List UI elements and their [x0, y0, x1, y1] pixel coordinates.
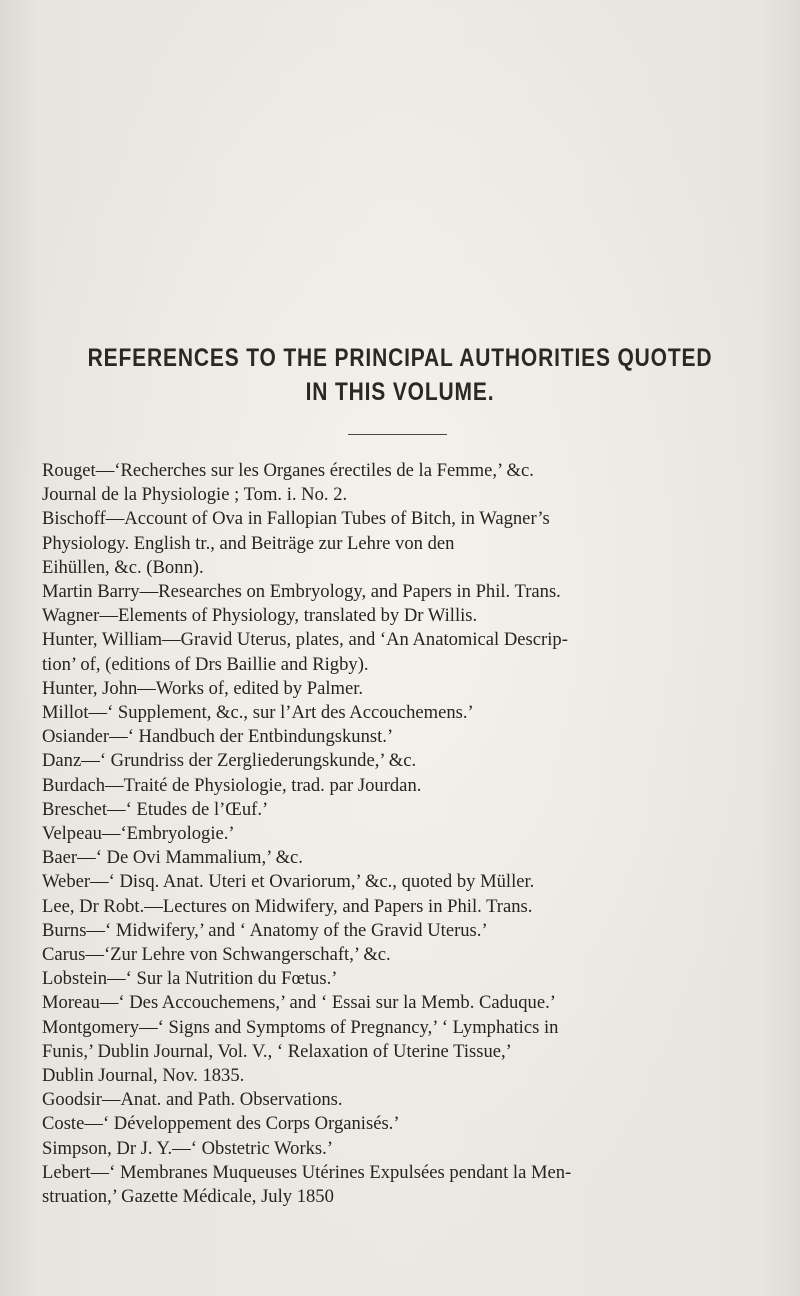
- page-heading-line-1: REFERENCES TO THE PRINCIPAL AUTHORITIES QUOTED: [87, 344, 713, 372]
- reference-line: Martin Barry—Researches on Embryology, and Papers in Phil. Trans.: [42, 581, 561, 603]
- reference-line: Journal de la Physiologie ; Tom. i. No. 2.: [42, 484, 348, 506]
- reference-line: Osiander—‘ Handbuch der Entbindungskunst.’: [42, 726, 394, 748]
- reference-entry: [42, 604, 770, 628]
- reference-line: Rouget—‘Recherches sur les Organes érectiles de la Femme,’ &c.: [42, 460, 534, 481]
- reference-line: Carus—‘Zur Lehre von Schwangerschaft,’ &c.: [42, 944, 391, 966]
- reference-line: Wagner—Elements of Physiology, translated by Dr Willis.: [42, 605, 478, 627]
- reference-entry: [42, 725, 770, 749]
- reference-line: Eihüllen, &c. (Bonn).: [42, 556, 204, 578]
- reference-line: Hunter, William—Gravid Uterus, plates, and ‘An Anatomical Descrip-: [42, 629, 568, 651]
- reference-line: Montgomery—‘ Signs and Symptoms of Pregnancy,’ ‘ Lymphatics in: [42, 1016, 559, 1038]
- reference-line: Lebert—‘ Membranes Muqueuses Utérines Expulsées pendant la Men-: [42, 1161, 572, 1183]
- reference-line: Weber—‘ Disq. Anat. Uteri et Ovariorum,’ &c., quoted by Müller.: [42, 871, 535, 893]
- page-heading-line-2: IN THIS VOLUME.: [305, 378, 495, 406]
- reference-line: Coste—‘ Développement des Corps Organisés.’: [42, 1113, 400, 1135]
- reference-line: Dublin Journal, Nov. 1835.: [42, 1065, 245, 1087]
- reference-line: Physiology. English tr., and Beiträge zur Lehre von den: [42, 532, 455, 554]
- reference-line: Hunter, John—Works of, edited by Palmer.: [42, 677, 364, 699]
- reference-entry: [42, 822, 770, 846]
- reference-entry: [42, 991, 770, 1015]
- reference-line: Moreau—‘ Des Accouchemens,’ and ‘ Essai sur la Memb. Caduque.’: [42, 992, 556, 1014]
- reference-line: Simpson, Dr J. Y.—‘ Obstetric Works.’: [42, 1137, 334, 1159]
- reference-line: Millot—‘ Supplement, &c., sur l’Art des Accouchemens.’: [42, 702, 474, 724]
- reference-line: Breschet—‘ Etudes de l’Œuf.’: [42, 798, 269, 820]
- reference-entry: [42, 1112, 770, 1136]
- reference-entry: [42, 967, 770, 991]
- reference-entry: [42, 870, 770, 894]
- reference-line: tion’ of, (editions of Drs Baillie and Rigby).: [42, 653, 369, 675]
- reference-entry: [42, 846, 770, 870]
- reference-line: Baer—‘ De Ovi Mammalium,’ &c.: [42, 847, 303, 869]
- reference-entry: [42, 1088, 770, 1112]
- reference-line: Burdach—Traité de Physiologie, trad. par Jourdan.: [42, 774, 422, 796]
- reference-entry: [42, 459, 770, 507]
- heading-divider: [348, 434, 447, 435]
- reference-entry: [42, 943, 770, 967]
- reference-entry: [42, 628, 770, 676]
- reference-line: Lobstein—‘ Sur la Nutrition du Fœtus.’: [42, 968, 338, 990]
- reference-entry: [42, 919, 770, 943]
- reference-line: struation,’ Gazette Médicale, July 1850: [42, 1186, 334, 1208]
- reference-line: Goodsir—Anat. and Path. Observations.: [42, 1089, 343, 1111]
- reference-entry: [42, 798, 770, 822]
- reference-line: Funis,’ Dublin Journal, Vol. V., ‘ Relaxation of Uterine Tissue,’: [42, 1040, 512, 1062]
- reference-entry: [42, 774, 770, 798]
- reference-entry: [42, 895, 770, 919]
- reference-line: Bischoff—Account of Ova in Fallopian Tubes of Bitch, in Wagner’s: [42, 508, 550, 530]
- reference-line: Lee, Dr Robt.—Lectures on Midwifery, and Papers in Phil. Trans.: [42, 895, 533, 917]
- reference-line: Burns—‘ Midwifery,’ and ‘ Anatomy of the Gravid Uterus.’: [42, 919, 488, 941]
- reference-entry: [42, 1137, 770, 1161]
- reference-entry: [42, 1161, 770, 1209]
- reference-entry: [42, 677, 770, 701]
- reference-entry: [42, 701, 770, 725]
- reference-entry: [42, 580, 770, 604]
- reference-line: Danz—‘ Grundriss der Zergliederungskunde,’ &c.: [42, 750, 417, 772]
- reference-entry: [42, 1016, 770, 1089]
- reference-entry: [42, 507, 770, 580]
- reference-entry: [42, 749, 770, 773]
- reference-line: Velpeau—‘Embryologie.’: [42, 823, 235, 845]
- reference-list: [42, 459, 770, 1209]
